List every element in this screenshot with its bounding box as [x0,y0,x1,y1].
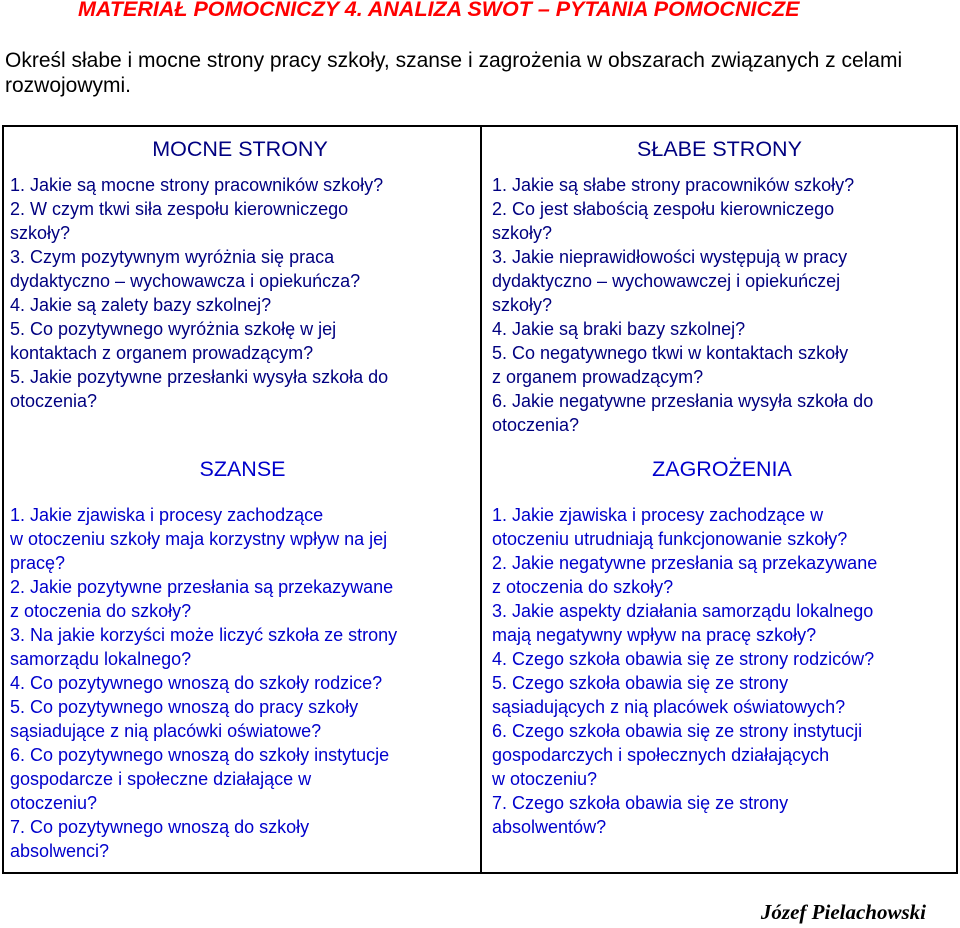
threats-cell [492,455,952,839]
threats-list [492,503,952,839]
list-item: 4. Jakie są braki bazy szkolnej? [492,319,746,339]
list-item: 5. Co pozytywnego wyróżnia szkołę w jej kontaktach z organem prowadzącym? [10,319,337,363]
author-signature: Józef Pielachowski [760,900,926,924]
list-item: 6. Czego szkoła obawia się ze strony instytucji gospodarczych i społecznych działających w otoczeniu? [492,721,863,789]
list-item: 1. Jakie zjawiska i procesy zachodzące w otoczeniu szkoły maja korzystny wpływ na jej pracę? [10,505,388,573]
strengths-heading: MOCNE STRONY [152,137,328,161]
threats-heading: ZAGROŻENIA [652,457,792,481]
opportunities-heading: SZANSE [199,457,286,481]
list-item: 5. Co negatywnego tkwi w kontaktach szkoły z organem prowadzącym? [492,343,849,387]
list-item: 6. Co pozytywnego wnoszą do szkoły instytucje gospodarcze i społeczne działające w otoczeniu? [10,745,390,813]
list-item: 2. Jakie pozytywne przesłania są przekazywane z otoczenia do szkoły? [10,577,394,621]
opportunities-cell [10,455,475,863]
list-item: 4. Jakie są zalety bazy szkolnej? [10,295,272,315]
list-item: 1. Jakie są słabe strony pracowników szkoły? [492,175,855,195]
list-item: 7. Co pozytywnego wnoszą do szkoły absolwenci? [10,817,310,861]
list-item: 5. Co pozytywnego wnoszą do pracy szkoły sąsiadujące z nią placówki oświatowe? [10,697,359,741]
list-item: 3. Jakie aspekty działania samorządu lokalnego mają negatywny wpływ na pracę szkoły? [492,601,874,645]
weaknesses-list [492,173,947,437]
list-item: 5. Czego szkoła obawia się ze strony sąsiadujących z nią placówek oświatowych? [492,673,846,717]
list-item: 1. Jakie są mocne strony pracowników szkoły? [10,175,384,195]
list-item: 3. Jakie nieprawidłowości występują w pracy dydaktyczno – wychowawczej i opiekuńczej szkoły? [492,247,848,315]
list-item: 5. Jakie pozytywne przesłanki wysyła szkoła do otoczenia? [10,367,389,411]
column-divider [480,125,482,874]
list-item: 4. Czego szkoła obawia się ze strony rodziców? [492,649,875,669]
strengths-list [10,173,470,413]
strengths-cell [10,135,470,413]
instruction-text: Określ słabe i mocne strony pracy szkoły, szanse i zagrożenia w obszarach związanych z celami rozwojowymi. [5,49,903,97]
document-title: MATERIAŁ POMOCNICZY 4. ANALIZA SWOT – PYTANIA POMOCNICZE [78,0,800,21]
weaknesses-heading: SŁABE STRONY [637,137,802,161]
list-item: 7. Czego szkoła obawia się ze strony absolwentów? [492,793,789,837]
list-item: 6. Jakie negatywne przesłania wysyła szkoła do otoczenia? [492,391,874,435]
weaknesses-cell [492,135,947,437]
list-item: 2. Jakie negatywne przesłania są przekazywane z otoczenia do szkoły? [492,553,878,597]
opportunities-list [10,503,475,863]
list-item: 3. Czym pozytywnym wyróżnia się praca dydaktyczno – wychowawcza i opiekuńcza? [10,247,361,291]
list-item: 3. Na jakie korzyści może liczyć szkoła ze strony samorządu lokalnego? [10,625,398,669]
list-item: 4. Co pozytywnego wnoszą do szkoły rodzice? [10,673,383,693]
list-item: 2. Co jest słabością zespołu kierowniczego szkoły? [492,199,835,243]
list-item: 2. W czym tkwi siła zespołu kierowniczego szkoły? [10,199,349,243]
list-item: 1. Jakie zjawiska i procesy zachodzące w otoczeniu utrudniają funkcjonowanie szkoły? [492,505,848,549]
